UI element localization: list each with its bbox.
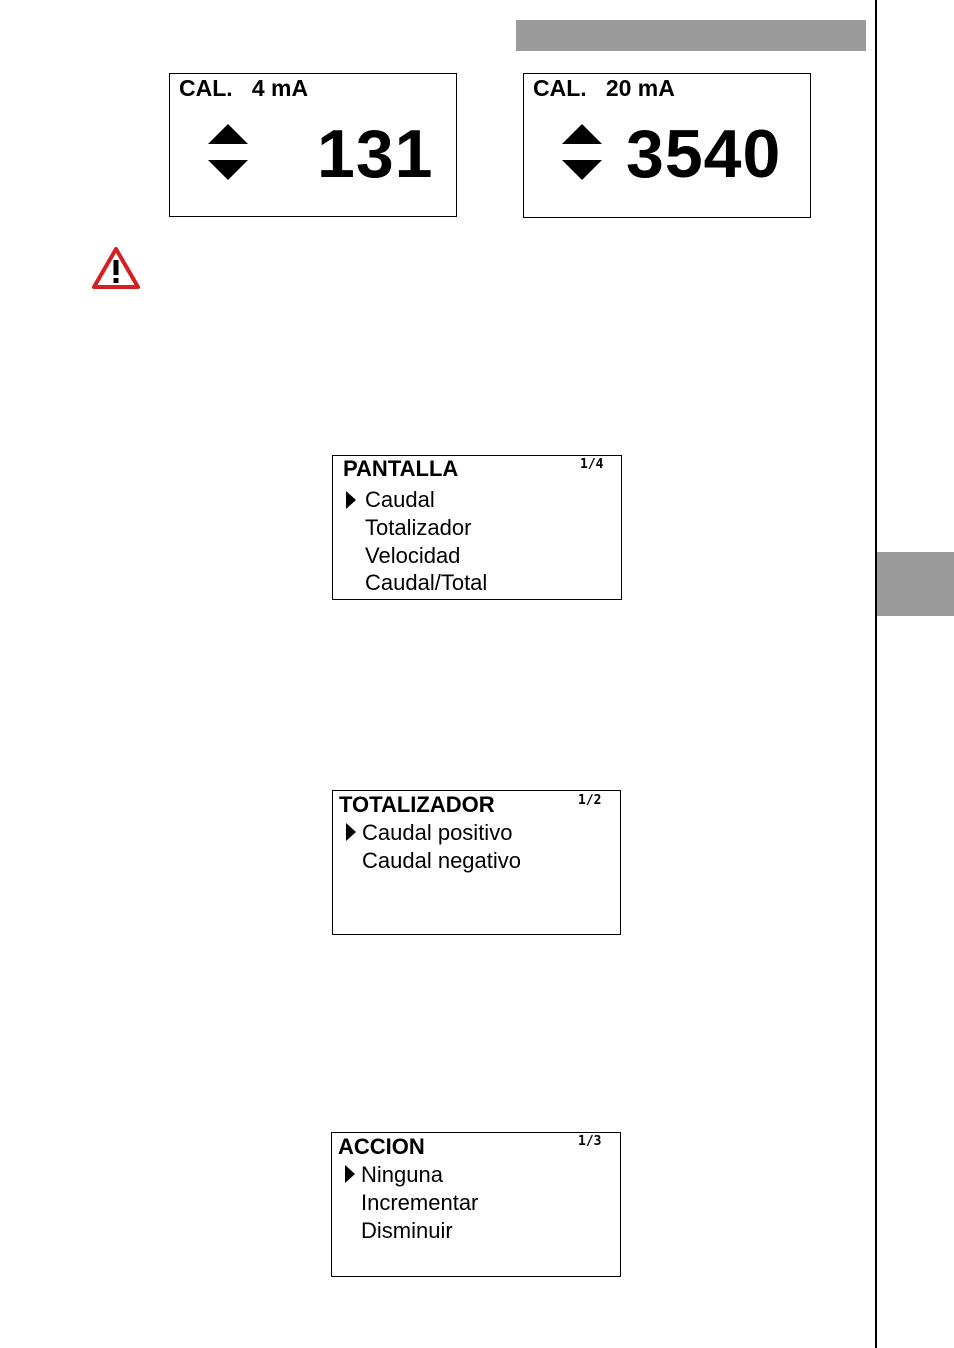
- menu-page-indicator: 1/2: [578, 793, 602, 808]
- selection-cursor-icon: [345, 1165, 355, 1183]
- cal-label: CAL. 4 mA: [179, 75, 309, 101]
- up-down-arrows-icon: [562, 124, 602, 180]
- menu-item-selected[interactable]: Caudal positivo: [362, 820, 513, 845]
- menu-page-indicator: 1/3: [578, 1134, 602, 1149]
- header-bar: [516, 20, 866, 51]
- selection-cursor-icon: [346, 491, 356, 509]
- accion-menu: [331, 1132, 621, 1277]
- chapter-side-tab: [877, 552, 954, 616]
- cal-20ma-display: [523, 73, 811, 218]
- cal-4ma-display: [169, 73, 457, 217]
- menu-item[interactable]: Totalizador: [365, 515, 472, 540]
- selection-cursor-icon: [346, 823, 356, 841]
- cal-value: 3540: [626, 116, 782, 192]
- menu-item-selected[interactable]: Ninguna: [361, 1162, 443, 1187]
- menu-item-selected[interactable]: Caudal: [365, 487, 435, 512]
- menu-title: PANTALLA: [343, 456, 459, 481]
- menu-item[interactable]: Velocidad: [365, 543, 461, 568]
- menu-title: TOTALIZADOR: [339, 792, 495, 817]
- page-edge-rule: [875, 0, 877, 1348]
- up-down-arrows-icon: [208, 124, 248, 180]
- cal-label: CAL. 20 mA: [533, 75, 675, 101]
- totalizador-menu: [332, 790, 621, 935]
- menu-item[interactable]: Caudal negativo: [362, 848, 522, 873]
- warning-triangle-icon: [92, 247, 140, 289]
- menu-item[interactable]: Disminuir: [361, 1218, 453, 1243]
- pantalla-menu: [332, 455, 622, 600]
- menu-page-indicator: 1/4: [580, 457, 604, 472]
- menu-title: ACCION: [338, 1134, 425, 1159]
- menu-item[interactable]: Caudal/Total: [365, 570, 488, 595]
- cal-value: 131: [317, 116, 434, 192]
- menu-item[interactable]: Incrementar: [361, 1190, 479, 1215]
